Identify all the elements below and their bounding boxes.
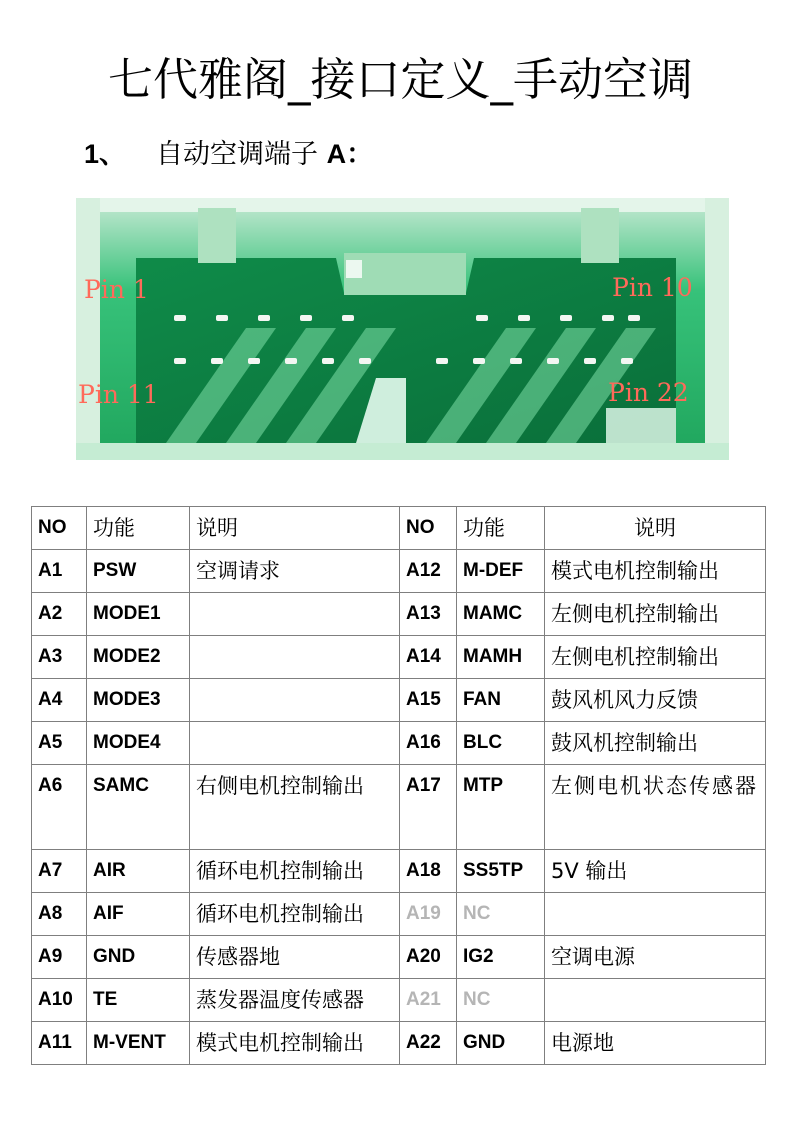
table-row (32, 979, 766, 1022)
connector-photo (76, 198, 729, 460)
pin-description: 空调电源 (545, 936, 766, 979)
pin-no: A2 (32, 593, 87, 636)
pin-no: A4 (32, 679, 87, 722)
pin-function: M-VENT (87, 1022, 190, 1065)
pin-function: FAN (457, 679, 545, 722)
pin-function: MAMH (457, 636, 545, 679)
pin-description: 传感器地 (190, 936, 400, 979)
pin-no: A6 (32, 765, 87, 850)
pin-no: A3 (32, 636, 87, 679)
pin-function: GND (457, 1022, 545, 1065)
pin-no: A8 (32, 893, 87, 936)
pin-description (190, 636, 400, 679)
pin-description: 电源地 (545, 1022, 766, 1065)
pin-function: NC (457, 893, 545, 936)
table-row (32, 1022, 766, 1065)
pin-description: 模式电机控制输出 (545, 550, 766, 593)
pin-10-label: Pin 10 (612, 273, 693, 302)
pin-no: A20 (400, 936, 457, 979)
pin-no: A22 (400, 1022, 457, 1065)
pin-description: 右侧电机控制输出 (190, 765, 400, 850)
pin-function: M-DEF (457, 550, 545, 593)
section-heading (84, 132, 373, 177)
table-row (32, 593, 766, 636)
table-row (32, 765, 766, 850)
page-title: 七代雅阁_接口定义_手动空调 (108, 53, 694, 106)
pin-function: MODE1 (87, 593, 190, 636)
pin-no: A5 (32, 722, 87, 765)
pin-description: 循环电机控制输出 (190, 850, 400, 893)
pin-function: TE (87, 979, 190, 1022)
table-header-row (32, 507, 766, 550)
pin-definition-table (31, 506, 766, 1065)
pin-description: 左侧电机控制输出 (545, 636, 766, 679)
pin-no: A9 (32, 936, 87, 979)
table-row (32, 722, 766, 765)
header-description-1: 说明 (190, 507, 400, 550)
pin-description: 鼓风机风力反馈 (545, 679, 766, 722)
pin-function: BLC (457, 722, 545, 765)
pin-description (190, 722, 400, 765)
pin-description: 左侧电机状态传感器 (545, 765, 766, 850)
pin-no: A21 (400, 979, 457, 1022)
pin-description: 鼓风机控制输出 (545, 722, 766, 765)
pin-function: MODE4 (87, 722, 190, 765)
pin-description: 循环电机控制输出 (190, 893, 400, 936)
pin-no: A13 (400, 593, 457, 636)
pin-function: AIR (87, 850, 190, 893)
table-row (32, 850, 766, 893)
header-function-1: 功能 (87, 507, 190, 550)
pin-function: MODE2 (87, 636, 190, 679)
pin-22-label: Pin 22 (608, 378, 689, 407)
header-no-1: NO (32, 507, 87, 550)
section-number: 1、 (84, 139, 127, 169)
pin-description (190, 679, 400, 722)
pin-11-label: Pin 11 (78, 380, 159, 409)
pin-description (545, 893, 766, 936)
table-row (32, 679, 766, 722)
pin-no: A12 (400, 550, 457, 593)
pin-no: A17 (400, 765, 457, 850)
pin-function: IG2 (457, 936, 545, 979)
pin-1-label: Pin 1 (84, 275, 149, 304)
pin-description: 左侧电机控制输出 (545, 593, 766, 636)
table-row (32, 636, 766, 679)
pin-function: MAMC (457, 593, 545, 636)
pin-function: GND (87, 936, 190, 979)
pin-description (545, 979, 766, 1022)
section-text: 自动空调端子 (156, 139, 319, 170)
pin-no: A16 (400, 722, 457, 765)
pin-no: A19 (400, 893, 457, 936)
pin-description: 空调请求 (190, 550, 400, 593)
pin-function: SS5TP (457, 850, 545, 893)
pin-description (190, 593, 400, 636)
table-row (32, 893, 766, 936)
pin-function: MTP (457, 765, 545, 850)
pin-no: A15 (400, 679, 457, 722)
pin-no: A18 (400, 850, 457, 893)
pin-function: NC (457, 979, 545, 1022)
pin-no: A1 (32, 550, 87, 593)
pin-function: PSW (87, 550, 190, 593)
pin-no: A7 (32, 850, 87, 893)
pin-no: A14 (400, 636, 457, 679)
header-no-2: NO (400, 507, 457, 550)
pin-no: A10 (32, 979, 87, 1022)
pin-description: 模式电机控制输出 (190, 1022, 400, 1065)
pin-no: A11 (32, 1022, 87, 1065)
pin-function: MODE3 (87, 679, 190, 722)
header-function-2: 功能 (457, 507, 545, 550)
pin-description: 5V 输出 (545, 850, 766, 893)
header-description-2: 说明 (545, 507, 766, 550)
pin-description: 蒸发器温度传感器 (190, 979, 400, 1022)
pin-function: SAMC (87, 765, 190, 850)
pin-function: AIF (87, 893, 190, 936)
section-connector-id: A： (326, 139, 374, 169)
table-row (32, 550, 766, 593)
table-row (32, 936, 766, 979)
